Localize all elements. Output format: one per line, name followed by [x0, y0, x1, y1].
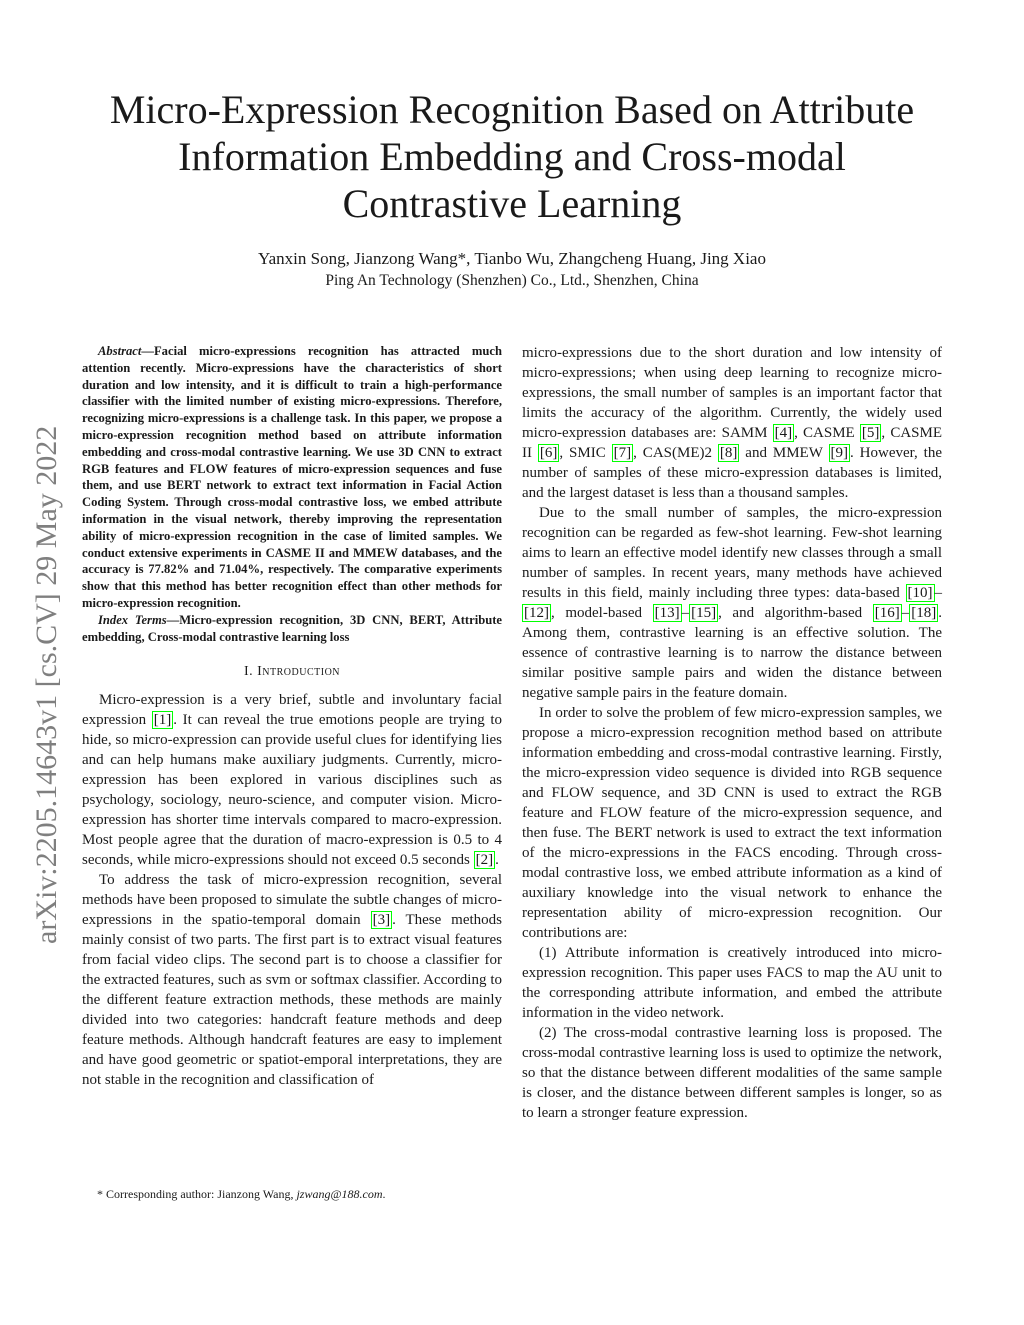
- text-run: Micro-expression is a very brief, subtle and involuntary facial expression: [82, 692, 502, 729]
- text-run: and MMEW: [739, 445, 829, 461]
- text-run: . These methods mainly consist of two parts. The first part is to extract visual features from facial video clips. The second part is to choose a classifier for the extracted features, such as svm or softmax classifier. According to the different feature extraction methods, these methods are mainly divided into two categories: handcraft feature methods and deep feature methods. Although handcraft features are easy to implement and have good geometric or spatiot-emporal interpretations, they are not stable in the recognition and classification of: [82, 912, 502, 1089]
- text-run: , CASME: [794, 425, 860, 441]
- author-email: jzwang@188.com: [296, 1187, 383, 1201]
- citation-link-10[interactable]: [10]: [907, 585, 933, 601]
- intro-paragraph-5: In order to solve the problem of few micro-expression samples, we propose a micro-expression recognition method based on attribute information embedding and cross-modal contrastive learning. Firstly, the micro-expression video sequence is divided into RGB sequence and FLOW sequence, and 3D CNN is used to extract the RGB feature and FLOW feature of the micro-expression sequence, and then fuse. The BERT network is used to extract the text information of the micro-expressions in the FACS encoding. Through cross-modal contrastive loss, we embed attribute information as a kind of auxiliary knowledge into the visual network to enhance the representation ability of micro-expression recognition. Our contributions are:: [522, 705, 942, 941]
- citation-link-6[interactable]: [6]: [539, 445, 558, 461]
- index-terms: [82, 612, 502, 646]
- citation-link-9[interactable]: [9]: [830, 445, 848, 461]
- text-run: . It can reveal the true emotions people are trying to hide, so micro-expression can provide useful clues for identifying lies and can help humans make auxiliary judgments. Currently, micro-expression has been explored in various disciplines such as psychology, sociology, neuro-science, and computer vision. Micro-expression has shorter time intervals compared to macro-expression. Most people agree that the duration of macro-expression is 0.5 to 4 seconds, while micro-expressions should not exceed 0.5 seconds: [82, 712, 502, 869]
- text-run: micro-expressions due to the short duration and low intensity of micro-expressions; when using deep learning to recognize micro-expressions, the small number of samples is an important factor that limits the accuracy of the algorithm. Currently, the widely used micro-expression databases are: SAMM: [522, 345, 942, 441]
- citation-link-4[interactable]: [4]: [774, 425, 793, 441]
- text-run: –: [681, 605, 690, 621]
- text-run: , SMIC: [559, 445, 612, 461]
- citation-link-8[interactable]: [8]: [719, 445, 738, 461]
- section-number: I.: [243, 664, 254, 680]
- section-title: Introduction: [257, 664, 341, 680]
- intro-paragraph-3: [522, 343, 942, 503]
- text-run: , CAS(ME)2: [633, 445, 718, 461]
- right-column: [522, 343, 942, 1123]
- text-run: –: [934, 585, 942, 601]
- citation-link-15[interactable]: [15]: [691, 605, 717, 621]
- citation-link-12[interactable]: [12]: [524, 605, 549, 621]
- text-run: To address the task of micro-expression recognition, several methods have been proposed to simulate the subtle changes of micro-expressions in the spatio-temporal domain: [82, 872, 502, 929]
- footnote-text: * Corresponding author: Jianzong Wang,: [97, 1187, 297, 1201]
- arxiv-identifier: arXiv:2205.14643v1 [cs.CV] 29 May 2022: [30, 425, 63, 944]
- paper-title: [80, 86, 944, 227]
- citation-link-5[interactable]: [5]: [861, 425, 880, 441]
- abstract-text: —Facial micro-expressions recognition has attracted much attention recently. Micro-expressions have the characteristics of short duration and low intensity, and it is difficult to train a high-performance classifier with the limited number of existing micro-expressions. Therefore, recognizing micro-expressions is a challenge task. In this paper, we propose a micro-expression recognition method based on attribute information embedding and cross-modal contrastive learning. We use 3D CNN to extract RGB features and FLOW features of micro-expression sequences and fuse them, and use BERT network to extract text information in Facial Action Coding System. Through cross-modal contrastive loss, we embed attribute information in the visual network, thereby improving the representation ability of micro-expression recognition in the case of limited samples. We conduct extensive experiments in CASME II and MMEW databases, and the accuracy is 77.82% and 71.04%, respectively. The comparative experiments show that this method has better recognition effect than other methods for micro-expression recognition.: [82, 344, 502, 610]
- intro-paragraph-2: [82, 870, 502, 1090]
- citation-link-13[interactable]: [13]: [654, 605, 680, 621]
- index-terms-label: Index Terms: [98, 612, 167, 627]
- intro-paragraph-1: [82, 690, 502, 870]
- index-terms-text: —Micro-expression recognition, 3D CNN, BERT, Attribute embedding, Cross-modal contrastive learning loss: [82, 612, 502, 644]
- citation-link-3[interactable]: [3]: [372, 912, 391, 929]
- title-line-2: Information Embedding and Cross-modal: [178, 134, 846, 179]
- citation-link-18[interactable]: [18]: [911, 605, 937, 621]
- text-run: , and algorithm-based: [718, 605, 873, 621]
- text-run: .: [495, 852, 499, 869]
- title-line-1: Micro-Expression Recognition Based on Attribute: [109, 87, 915, 132]
- citation-link-1[interactable]: [1]: [153, 712, 172, 729]
- citation-link-2[interactable]: [2]: [475, 852, 494, 869]
- left-column: [82, 343, 502, 1090]
- abstract-label: Abstract: [98, 344, 142, 358]
- footnote-end: .: [382, 1187, 386, 1201]
- text-run: Due to the small number of samples, the micro-expression recognition can be regarded as few-shot learning. Few-shot learning aims to learn an effective model identify new classes through a small number of samples. In recent years, many methods have achieved results in this field, mainly including three types: data-based: [522, 505, 942, 601]
- contribution-2: (2) The cross-modal contrastive learning loss is proposed. The cross-modal contrastive learning loss is used to optimize the network, so that the distance between different modalities of the same sample is closer, and the distance between different samples is longer, so as to learn a stronger feature expression.: [522, 1025, 942, 1121]
- text-run: . Among them, contrastive learning is an effective solution. The essence of contrastive learning is to narrow the distance between similar positive sample pairs and widen the distance between negative sample pairs in the feature domain.: [522, 605, 942, 701]
- author-list: Yanxin Song, Jianzong Wang*, Tianbo Wu, Zhangcheng Huang, Jing Xiao: [258, 249, 766, 268]
- text-run: –: [901, 605, 910, 621]
- citation-link-7[interactable]: [7]: [613, 445, 632, 461]
- intro-paragraph-4: [522, 503, 942, 703]
- citation-link-16[interactable]: [16]: [874, 605, 900, 621]
- title-line-3: Contrastive Learning: [342, 181, 682, 226]
- section-heading-introduction: [82, 664, 502, 680]
- affiliation: Ping An Technology (Shenzhen) Co., Ltd., Shenzhen, China: [325, 272, 699, 289]
- text-run: , model-based: [551, 605, 653, 621]
- abstract: [82, 343, 502, 612]
- contribution-1: (1) Attribute information is creatively introduced into micro-expression recognition. This paper uses FACS to map the AU unit to the corresponding attribute information, and embed the attribute information in the video network.: [522, 945, 942, 1021]
- text-run: . However, the number of samples of these micro-expression databases is limited, and the largest dataset is less than a thousand samples.: [522, 445, 943, 501]
- text-run: , CASME II: [522, 425, 943, 461]
- corresponding-author-footnote: [97, 1187, 386, 1201]
